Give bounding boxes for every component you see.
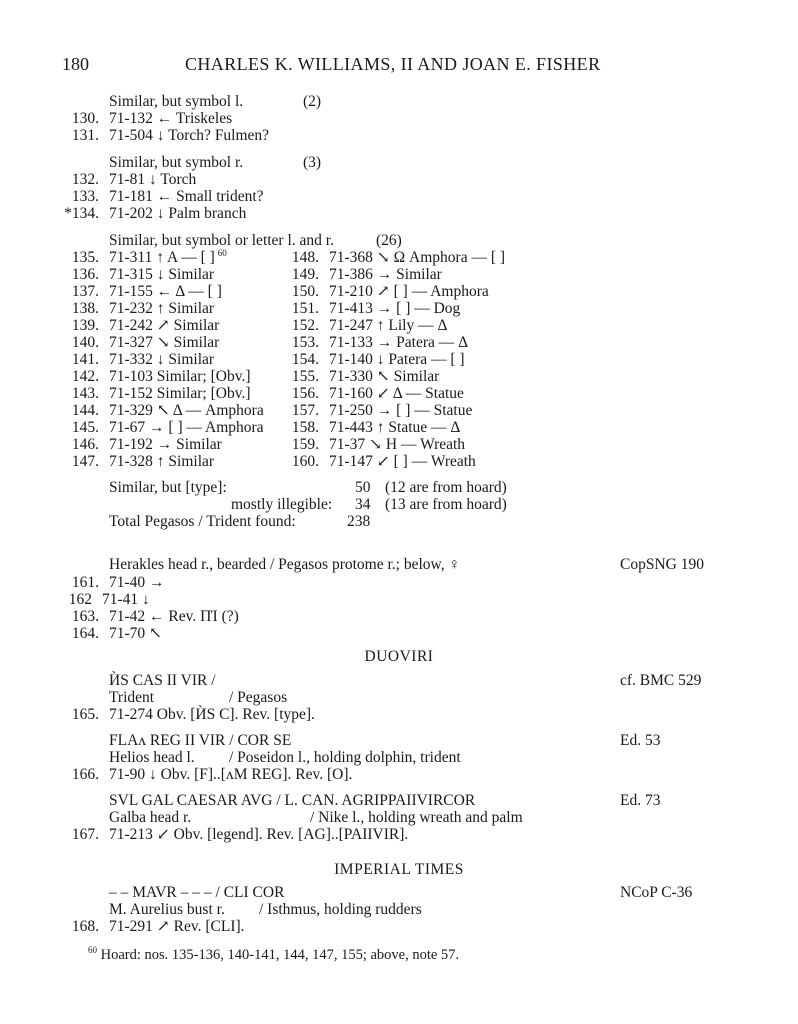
group-count: (2) xyxy=(303,93,322,110)
entry-text: 71-504 ↓ Torch? Fulmen? xyxy=(109,127,270,144)
entry-number: 166. xyxy=(71,766,99,783)
entry-text: 71-368 ↘ Ω Amphora — [ ] xyxy=(329,249,506,266)
entry-number: 149. xyxy=(291,266,319,283)
entry-number: 143. xyxy=(71,385,99,402)
catalog-reference: Ed. 73 xyxy=(620,792,661,809)
entry-text: 71-132 ← Triskeles xyxy=(109,110,233,127)
entry-text: 71-247 ↑ Lily — Δ xyxy=(329,317,448,334)
summary-value: 238 xyxy=(347,513,371,530)
entry-text: 71-330 ↖ Similar xyxy=(329,368,440,385)
entry-number: 156. xyxy=(291,385,319,402)
catalog-reference: Ed. 53 xyxy=(620,732,661,749)
entry-text: 71-41 ↓ xyxy=(102,591,150,608)
entry-number: 163. xyxy=(71,608,99,625)
summary-note: (12 are from hoard) xyxy=(385,479,507,496)
entry-number: 153. xyxy=(291,334,319,351)
entry-text: 71-291 ↗ Rev. [CLI]. xyxy=(109,918,245,935)
entry-text: 71-42 ← Rev. ΠΊ (?) xyxy=(109,608,239,625)
entry-number: 159. xyxy=(291,436,319,453)
entry-number: 150. xyxy=(291,283,319,300)
entry-number: 137. xyxy=(71,283,99,300)
entry-number: 158. xyxy=(291,419,319,436)
entry-text: 71-81 ↓ Torch xyxy=(109,171,197,188)
obverse-description: Trident xyxy=(109,689,155,706)
entry-number: 145. xyxy=(71,419,99,436)
coin-legend: ЍS CAS II VIR / xyxy=(109,672,216,689)
entry-text: 71-103 Similar; [Obv.] xyxy=(109,368,251,385)
reverse-description: / Nike l., holding wreath and palm xyxy=(310,809,523,826)
entry-text: 71-328 ↑ Similar xyxy=(109,453,215,470)
catalog-reference: cf. BMC 529 xyxy=(620,672,702,689)
entry-text: 71-133 → Patera — Δ xyxy=(329,334,469,351)
group-heading: Similar, but symbol l. xyxy=(109,93,244,110)
group-heading: Similar, but symbol r. xyxy=(109,154,244,171)
group-count: (26) xyxy=(376,232,402,249)
entry-text: 71-147 ↙ [ ] — Wreath xyxy=(329,453,476,470)
entry-text: 71-413 → [ ] — Dog xyxy=(329,300,461,317)
catalog-reference: NCoP C-36 xyxy=(620,884,693,901)
entry-number: 164. xyxy=(71,625,99,642)
footnote-mark: 60 xyxy=(88,945,97,956)
entry-number: 138. xyxy=(71,300,99,317)
obverse-description: Galba head r. xyxy=(109,809,192,826)
entry-number: 165. xyxy=(71,706,99,723)
entry-text: 71-250 → [ ] — Statue xyxy=(329,402,473,419)
entry-text: 71-192 → Similar xyxy=(109,436,222,453)
running-title: CHARLES K. WILLIAMS, II AND JOAN E. FISHER xyxy=(185,54,601,74)
group-count: (3) xyxy=(303,154,322,171)
entry-number: 157. xyxy=(291,402,319,419)
entry-text: 71-232 ↑ Similar xyxy=(109,300,215,317)
entry-number: 131. xyxy=(71,127,99,144)
entry-text: 71-327 ↘ Similar xyxy=(109,334,220,351)
footnote xyxy=(88,947,459,964)
entry-number: 168. xyxy=(71,918,99,935)
entry-number: 144. xyxy=(71,402,99,419)
entry-number: 162 xyxy=(68,591,92,608)
entry-text: 71-40 → xyxy=(109,574,165,591)
summary-label: Similar, but [type]: xyxy=(109,479,227,496)
coin-legend: – – MAVR – – – / CLI COR xyxy=(109,884,285,901)
entry-number: 132. xyxy=(71,171,99,188)
entry-number: 155. xyxy=(291,368,319,385)
reverse-description: / Pegasos xyxy=(229,689,288,706)
summary-value: 50 xyxy=(355,479,371,496)
coin-legend: SVL GAL CAESAR AVG / L. CAN. AGRIPPAIIVIRCOR xyxy=(109,792,476,809)
entry-number: 133. xyxy=(71,188,99,205)
entry-number: 140. xyxy=(71,334,99,351)
coin-legend: FLAʌ REG II VIR / COR SE xyxy=(109,732,292,749)
entry-text: 71-90 ↓ Obv. [F]..[ʌM REG]. Rev. [O]. xyxy=(109,766,353,783)
entry-number: *134. xyxy=(64,205,99,222)
entry-number: 147. xyxy=(71,453,99,470)
obverse-description: Helios head l. xyxy=(109,749,195,766)
entry-text: 71-213 ↙ Obv. [legend]. Rev. [AG]..[PAIIVIR]. xyxy=(109,826,409,843)
entry-text: 71-386 → Similar xyxy=(329,266,442,283)
entry-text: 71-140 ↓ Patera — [ ] xyxy=(329,351,465,368)
summary-value: 34 xyxy=(355,496,371,513)
entry-text: 71-152 Similar; [Obv.] xyxy=(109,385,251,402)
entry-text: 71-242 ↗ Similar xyxy=(109,317,220,334)
footnote-text: Hoard: nos. 135-136, 140-141, 144, 147, 155; above, note 57. xyxy=(100,947,460,963)
entry-number: 154. xyxy=(291,351,319,368)
entry-number: 136. xyxy=(71,266,99,283)
reverse-description: / Poseidon l., holding dolphin, trident xyxy=(229,749,461,766)
entry-number: 146. xyxy=(71,436,99,453)
entry-text: 71-332 ↓ Similar xyxy=(109,351,215,368)
entry-text: 71-160 ↙ Δ — Statue xyxy=(329,385,464,402)
summary-note: (13 are from hoard) xyxy=(385,496,507,513)
group-heading: Similar, but symbol or letter l. and r. xyxy=(109,232,334,249)
entry-number: 167. xyxy=(71,826,99,843)
entry-number: 141. xyxy=(71,351,99,368)
entry-text: 71-274 Obv. [ЍS C]. Rev. [type]. xyxy=(109,706,315,723)
footnote-reference[interactable]: 60 xyxy=(217,247,227,258)
entry-number: 139. xyxy=(71,317,99,334)
entry-text: 71-70 ↖ xyxy=(109,625,163,642)
entry-text: 71-67 → [ ] — Amphora xyxy=(109,419,264,436)
entry-text: 71-181 ← Small trident? xyxy=(109,188,264,205)
entry-text: 71-37 ↘ H — Wreath xyxy=(329,436,466,453)
entry-text: 71-311 ↑ A — [ ] $^{60}$ xyxy=(109,247,227,266)
entry-number: 142. xyxy=(71,368,99,385)
section-title: DUOVIRI xyxy=(364,648,434,665)
entry-number: 130. xyxy=(71,110,99,127)
entry-number: 151. xyxy=(291,300,319,317)
entry-number: 148. xyxy=(291,249,319,266)
entry-text: 71-210 ↗ [ ] — Amphora xyxy=(329,283,489,300)
entry-number: 161. xyxy=(71,574,99,591)
type-heading: Herakles head r., bearded / Pegasos protome r.; below, ♀ xyxy=(109,556,461,573)
entry-text: 71-315 ↓ Similar xyxy=(109,266,215,283)
entry-number: 160. xyxy=(291,453,319,470)
summary-label: mostly illegible: xyxy=(231,496,333,513)
entry-text: 71-202 ↓ Palm branch xyxy=(109,205,247,222)
entry-number: 135. xyxy=(71,249,99,266)
entry-text: 71-155 ← Δ — [ ] xyxy=(109,283,222,300)
summary-label: Total Pegasos / Trident found: xyxy=(109,513,296,530)
entry-number: 152. xyxy=(291,317,319,334)
obverse-description: M. Aurelius bust r. xyxy=(109,901,225,918)
entry-text: 71-329 ↖ Δ — Amphora xyxy=(109,402,264,419)
reverse-description: / Isthmus, holding rudders xyxy=(259,901,422,918)
catalog-reference: CopSNG 190 xyxy=(620,556,704,573)
entry-text: 71-443 ↑ Statue — Δ xyxy=(329,419,461,436)
section-title: IMPERIAL TIMES xyxy=(334,861,464,878)
page-number: 180 xyxy=(62,54,89,74)
